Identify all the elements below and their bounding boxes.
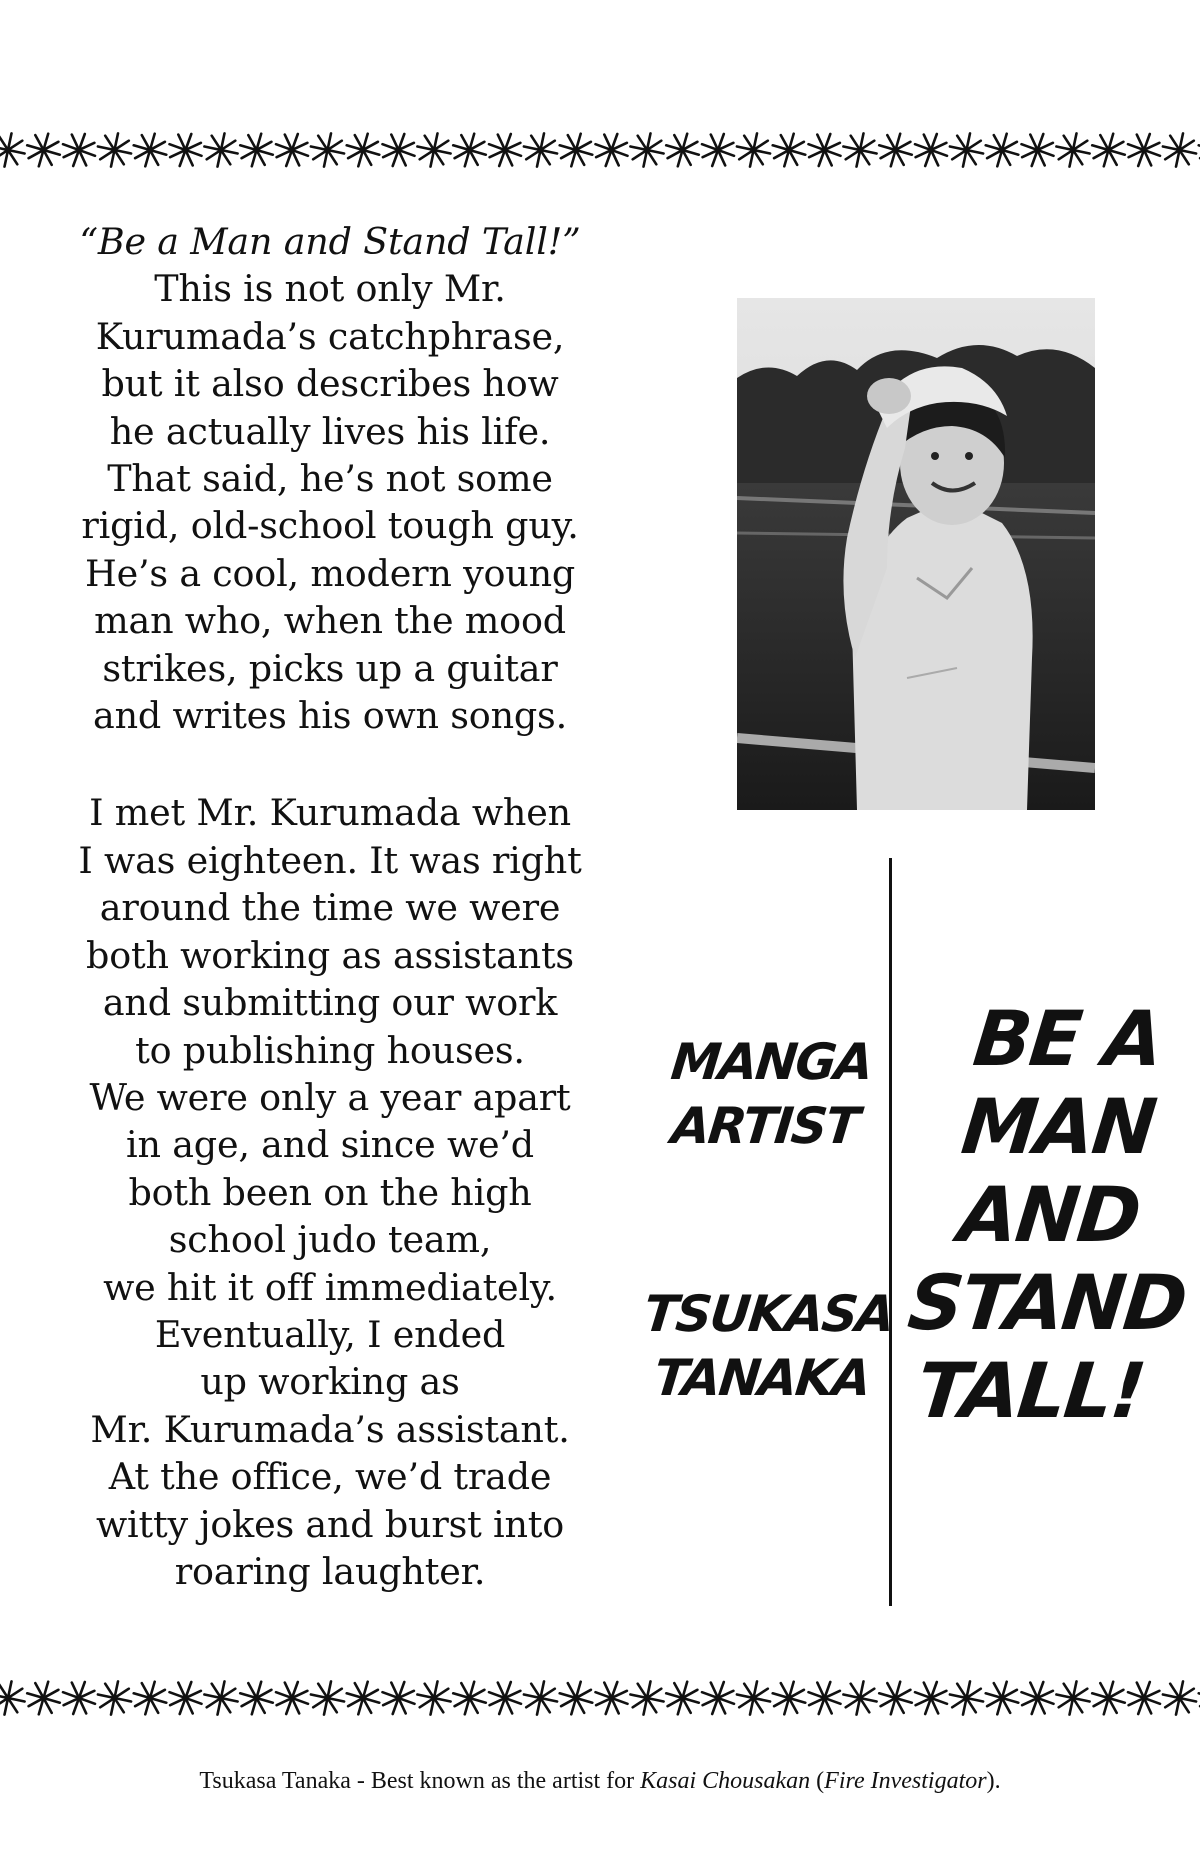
- asterisk-icon: [204, 133, 237, 166]
- asterisk-icon: [879, 134, 912, 167]
- asterisk-icon: [950, 1681, 983, 1714]
- text-line: to publishing houses.: [135, 1028, 525, 1072]
- asterisk-icon: [383, 134, 415, 166]
- asterisk-icon: [27, 1682, 60, 1715]
- vertical-divider: [889, 858, 892, 1606]
- artist-name-line-2: TANAKA: [651, 1349, 873, 1407]
- text-line: I met Mr. Kurumada when: [89, 791, 571, 835]
- caption-prefix: Tsukasa Tanaka - Best known as the artist for: [199, 1768, 641, 1794]
- asterisk-icon: [98, 1681, 131, 1714]
- asterisk-icon: [134, 134, 167, 167]
- asterisk-icon: [915, 1682, 947, 1714]
- headline-line-1: BE A: [969, 994, 1166, 1083]
- asterisk-icon: [417, 133, 450, 166]
- asterisk-icon: [773, 134, 806, 167]
- text-line: both been on the high: [128, 1170, 532, 1214]
- asterisk-icon: [986, 134, 1019, 167]
- asterisk-icon: [702, 134, 734, 166]
- text-line: rigid, old-school tough guy.: [81, 504, 579, 548]
- asterisk-icon: [27, 134, 60, 167]
- text-line: I was eighteen. It was right: [78, 838, 582, 882]
- asterisk-icon: [1128, 134, 1160, 166]
- asterisk-icon: [240, 1682, 273, 1715]
- caption-paren-open: (: [810, 1768, 825, 1794]
- asterisk-icon: [1056, 1681, 1089, 1714]
- asterisk-icon: [809, 1682, 841, 1714]
- asterisk-icon: [0, 1681, 25, 1714]
- asterisk-icon: [915, 134, 947, 166]
- text-line: he actually lives his life.: [109, 409, 551, 453]
- caption-title-en: Fire Investigator: [824, 1768, 987, 1794]
- asterisk-icon: [843, 1681, 876, 1714]
- asterisk-icon: [1022, 134, 1054, 166]
- asterisk-icon: [170, 134, 202, 166]
- text-line: we hit it off immediately.: [103, 1265, 557, 1309]
- paragraph-1: [60, 265, 600, 739]
- artist-role-line-1: MANGA: [668, 1033, 875, 1091]
- text-line: but it also describes how: [101, 362, 559, 406]
- asterisk-border-top: [0, 120, 1200, 180]
- asterisk-pattern-top: [0, 120, 1200, 180]
- asterisk-icon: [0, 133, 25, 166]
- text-line: Eventually, I ended: [154, 1312, 506, 1356]
- headline-line-4: STAND: [904, 1258, 1190, 1347]
- headline-line-3: AND: [954, 1170, 1144, 1259]
- tagline: “Be a Man and Stand Tall!”: [79, 220, 581, 263]
- asterisk-icon: [63, 134, 95, 166]
- artist-role-label: [661, 1030, 874, 1158]
- text-line: We were only a year apart: [89, 1075, 571, 1119]
- asterisk-icon: [596, 134, 628, 166]
- asterisk-icon: [702, 1682, 734, 1714]
- asterisk-icon: [204, 1681, 237, 1714]
- asterisk-icon: [560, 134, 593, 167]
- text-line: up working as: [200, 1360, 460, 1404]
- text-line: witty jokes and burst into: [96, 1502, 564, 1546]
- asterisk-icon: [1022, 1682, 1054, 1714]
- asterisk-icon: [843, 133, 876, 166]
- asterisk-icon: [98, 133, 131, 166]
- asterisk-icon: [596, 1682, 628, 1714]
- asterisk-icon: [879, 1682, 912, 1715]
- text-line: That said, he’s not some: [107, 457, 553, 501]
- text-line: He’s a cool, modern young: [84, 551, 576, 595]
- asterisk-icon: [1092, 1682, 1125, 1715]
- text-line: and submitting our work: [102, 981, 558, 1025]
- artist-role-line-2: ARTIST: [668, 1097, 861, 1155]
- artist-photo-image: [737, 298, 1095, 810]
- text-line: roaring laughter.: [174, 1549, 486, 1593]
- asterisk-icon: [134, 1682, 167, 1715]
- asterisk-icon: [809, 134, 841, 166]
- text-line: This is not only Mr.: [154, 267, 506, 311]
- artist-name: [633, 1282, 896, 1410]
- asterisk-icon: [524, 1681, 557, 1714]
- asterisk-icon: [276, 1682, 308, 1714]
- asterisk-icon: [63, 1682, 95, 1714]
- asterisk-icon: [453, 1682, 486, 1715]
- text-line: and writes his own songs.: [93, 694, 567, 738]
- text-line: in age, and since we’d: [126, 1123, 534, 1167]
- asterisk-border-bottom: [0, 1668, 1200, 1728]
- asterisk-icon: [986, 1682, 1019, 1715]
- text-line: school judo team,: [168, 1218, 492, 1262]
- caption-title-jp: Kasai Chousakan: [640, 1768, 811, 1794]
- asterisk-icon: [240, 134, 273, 167]
- asterisk-icon: [1163, 133, 1196, 166]
- asterisk-icon: [666, 134, 699, 167]
- text-line: Kurumada’s catchphrase,: [95, 314, 565, 358]
- asterisk-icon: [737, 1681, 770, 1714]
- headline-line-5: TALL!: [912, 1346, 1149, 1435]
- text-line: Mr. Kurumada’s assistant.: [90, 1407, 570, 1451]
- asterisk-icon: [524, 133, 557, 166]
- asterisk-icon: [383, 1682, 415, 1714]
- asterisk-icon: [560, 1682, 593, 1715]
- asterisk-icon: [1163, 1681, 1196, 1714]
- text-line: man who, when the mood: [94, 599, 566, 643]
- headline-line-2: MAN: [957, 1082, 1160, 1171]
- asterisk-icon: [773, 1682, 806, 1715]
- asterisk-pattern-bottom: [0, 1668, 1200, 1728]
- asterisk-icon: [950, 133, 983, 166]
- asterisk-icon: [666, 1682, 699, 1715]
- asterisk-icon: [276, 134, 308, 166]
- text-line: At the office, we’d trade: [108, 1455, 552, 1499]
- asterisk-icon: [1092, 134, 1125, 167]
- asterisk-icon: [311, 1681, 344, 1714]
- artist-name-line-1: TSUKASA: [640, 1285, 896, 1343]
- caption-paren-close: ).: [986, 1768, 1001, 1794]
- asterisk-icon: [1128, 1682, 1160, 1714]
- asterisk-icon: [630, 133, 663, 166]
- asterisk-icon: [489, 134, 521, 166]
- caption: [0, 1768, 1200, 1795]
- artist-photo: [737, 298, 1095, 810]
- text-line: both working as assistants: [86, 933, 574, 977]
- asterisk-icon: [737, 133, 770, 166]
- asterisk-icon: [311, 133, 344, 166]
- asterisk-icon: [630, 1681, 663, 1714]
- asterisk-icon: [347, 1682, 380, 1715]
- text-line: strikes, picks up a guitar: [102, 646, 558, 690]
- text-line: around the time we were: [99, 886, 561, 930]
- asterisk-icon: [347, 134, 380, 167]
- headline: [895, 995, 1200, 1435]
- asterisk-icon: [170, 1682, 202, 1714]
- asterisk-icon: [453, 134, 486, 167]
- asterisk-icon: [1056, 133, 1089, 166]
- asterisk-icon: [489, 1682, 521, 1714]
- essay-text: [60, 218, 600, 1595]
- paragraph-2: [60, 789, 600, 1595]
- asterisk-icon: [417, 1681, 450, 1714]
